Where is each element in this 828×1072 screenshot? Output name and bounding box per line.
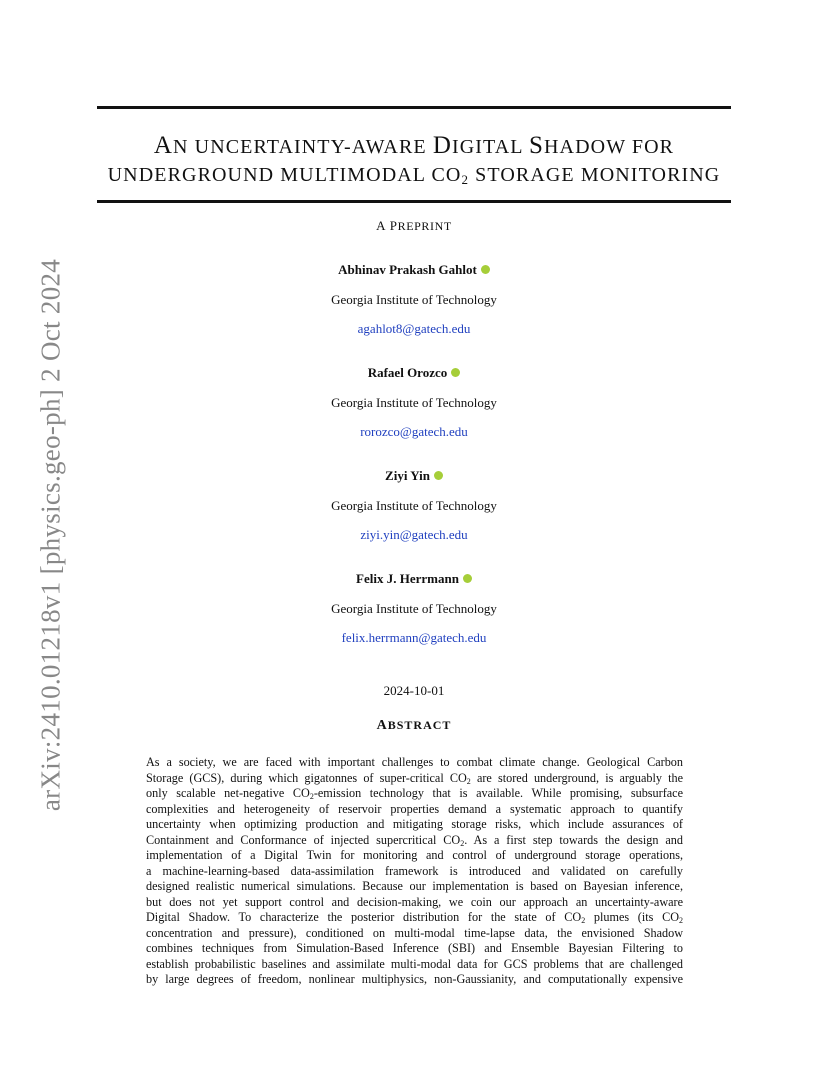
abstract-line: Storage (GCS), during which gigatonnes of super-critical $CO_2$ are stored underground, is arguably the <box>146 770 683 786</box>
abstract-line: concentration and pressure), conditioned on multi-modal time-lapse data, the envisioned Shadow <box>146 925 683 940</box>
orcid-icon[interactable] <box>451 368 460 377</box>
author-name: Felix J. Herrmann <box>97 571 731 587</box>
paper-title <box>97 132 731 194</box>
abstract-text <box>146 755 683 988</box>
author-email-link[interactable]: agahlot8@gatech.edu <box>357 321 471 336</box>
author-email-link[interactable]: rorozco@gatech.edu <box>360 424 468 439</box>
abstract-line: Containment and Conformance of injected supercritical $CO_2$. As a first step towards the design and <box>146 832 683 848</box>
preprint-label: A PREPRINT <box>376 218 452 233</box>
author-affiliation: Georgia Institute of Technology <box>331 498 497 513</box>
title-bottom-rule <box>97 200 731 203</box>
paper-date: 2024-10-01 <box>383 683 445 698</box>
abstract-line: but does not yet support control and decision-making, we coin our approach an uncertainty-aware <box>146 894 683 909</box>
author-name: Ziyi Yin <box>97 468 731 484</box>
abstract-line: a machine-learning-based data-assimilation framework is introduced and validated on carefully <box>146 863 683 878</box>
abstract-line: Digital Shadow. To characterize the posterior distribution for the state of $CO_2$ plumes (its $CO_2$ <box>146 910 683 925</box>
abstract-line: As a society, we are faced with important challenges to combat climate change. Geological Carbon <box>146 755 683 769</box>
abstract-heading: ABSTRACT <box>376 718 452 733</box>
abstract-line: uncertainty when optimizing production and mitigating storage risks, which include assurances of <box>146 817 683 831</box>
orcid-icon[interactable] <box>463 574 472 583</box>
author-email-link[interactable]: ziyi.yin@gatech.edu <box>360 527 468 542</box>
abstract-line: complexities and heterogeneity of reservoir properties demand a systematic approach to quantify <box>146 801 683 816</box>
abstract-line: combines techniques from Simulation-Based Inference (SBI) and Ensemble Bayesian Filtering to <box>146 941 683 955</box>
orcid-icon[interactable] <box>434 471 443 480</box>
abstract-line: implementation of a Digital Twin for monitoring and control of underground storage operations, <box>146 848 683 862</box>
abstract-line: by large degrees of freedom, nonlinear multiphysics, non-Gaussianity, and computationally expensive <box>146 972 683 986</box>
author-affiliation: Georgia Institute of Technology <box>331 292 497 307</box>
author-affiliation: Georgia Institute of Technology <box>331 395 497 410</box>
title-line-1: AN UNCERTAINTY-AWARE DIGITAL SHADOW FOR <box>153 132 675 159</box>
author-affiliation: Georgia Institute of Technology <box>331 601 497 616</box>
orcid-icon[interactable] <box>481 265 490 274</box>
author-name: Rafael Orozco <box>97 365 731 381</box>
abstract-line: designed realistic numerical simulations. Because our implementation is based on Bayesian inference, <box>146 879 683 893</box>
title-top-rule <box>97 106 731 109</box>
arxiv-identifier-stamp: arXiv:2410.01218v1 [physics.geo-ph] 2 Oct 2024 <box>35 258 66 812</box>
author-email-link[interactable]: felix.herrmann@gatech.edu <box>341 630 487 645</box>
author-name: Abhinav Prakash Gahlot <box>97 262 731 278</box>
abstract-line: establish probabilistic baselines and assimilate multi-modal data for GCS problems that are challenged <box>146 956 683 971</box>
abstract-line: only scalable net-negative $CO_2$-emission technology that is available. While promising, subsurface <box>146 786 683 801</box>
title-line-2: UNDERGROUND MULTIMODAL $CO_2$ STORAGE MONITORING <box>107 164 721 187</box>
